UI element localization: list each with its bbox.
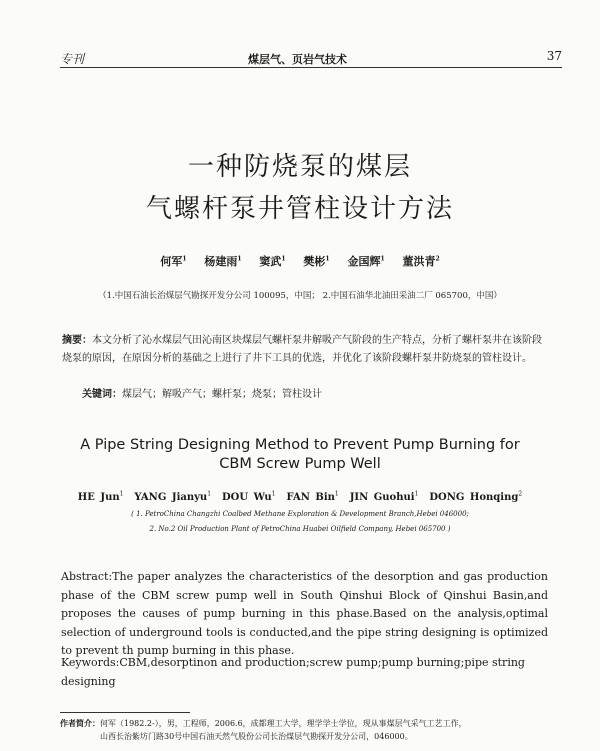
author-cn: 董洪青$^2$ (402, 255, 440, 268)
header-journal-section: 专刊 (60, 52, 85, 66)
keywords-en: Keywords:CBM,desorptinon and production;screw pump;pump burning;pipe string designing (61, 656, 525, 688)
author-cn: 窦武$^1$ (259, 255, 286, 268)
header-rule (60, 67, 562, 68)
abstract-cn-text: 本文分析了沁水煤层气田沁南区块煤层气螺杆泵井解吸产气阶段的生产特点，分析了螺杆泵井在该阶段烧泵的原因，在原因分析的基础之上进行了井下工具的优选，并优化了该阶段螺杆泵井防烧泵的管柱设计。 (62, 335, 542, 364)
footnote-line-1: 作者简介：何军（1982.2-），男，工程师，2006.6，成都理工大学，理学学士学位，现从事煤层气采气工艺工作， (60, 718, 467, 728)
author-en: HE Jun$^1$ (77, 491, 124, 504)
author-en: YANG Jianyu$^1$ (134, 491, 212, 504)
affiliation-en-line-1: ( 1. PetroChina Changzhi Coalbed Methane Exploration & Development Branch,Hebei 046000; (131, 510, 469, 518)
author-footnote (60, 717, 550, 743)
authors-cn (0, 253, 600, 269)
author-en: DOU Wu$^1$ (222, 491, 276, 504)
abstract-cn (62, 332, 544, 367)
keywords-cn-text: 煤层气；解吸产气；螺杆泵；烧泵；管柱设计 (122, 389, 322, 400)
title-en-line-2: CBM Screw Pump Well (219, 456, 381, 472)
title-cn-line-1: 一种防烧泵的煤层 (187, 152, 412, 182)
author-cn: 杨建雨$^1$ (204, 255, 242, 268)
page-number: 37 (546, 49, 562, 63)
author-cn: 樊彬$^1$ (303, 255, 330, 268)
footnote-label: 作者简介： (60, 718, 100, 728)
title-en-line-1: A Pipe String Designing Method to Prevent Pump Burning for (80, 437, 520, 453)
author-en: FAN Bin$^1$ (286, 491, 339, 504)
abstract-cn-label: 摘要： (62, 335, 92, 346)
footnote-line-2: 山西长治紫坊门路30号中国石油天然气股份公司长治煤层气勘探开发分公司，046000。 (100, 732, 413, 741)
running-header (60, 40, 562, 68)
author-cn: 金国辉$^1$ (347, 255, 385, 268)
keywords-cn-label: 关键词： (82, 389, 122, 400)
author-cn: 何军$^1$ (160, 255, 187, 268)
affiliation-en-line-2: 2. No.2 Oil Production Plant of PetroChina Huabei Oilfield Company, Hebei 065700 ) (149, 525, 451, 533)
abstract-en: Abstract:The paper analyzes the characteristics of the desorption and gas production phase of the CBM screw pump well in South Qinshui Block of Qinshui Basin,and proposes the causes of pump burning in this phase.Based on the analysis,optimal selection of underground tools is conducted,and the pipe string designing is optimized to prevent th pump burning in this phase. (61, 570, 548, 657)
title-cn-line-2: 气螺杆泵井管柱设计方法 (145, 194, 454, 224)
authors-en (0, 491, 600, 503)
author-en: DONG Honqing$^2$ (429, 491, 523, 504)
header-topic: 煤层气、页岩气技术 (248, 53, 347, 66)
keywords-cn (82, 385, 322, 400)
affiliation-cn: （1.中国石油长治煤层气勘探开发分公司 100095，中国； 2.中国石油华北油田采油二厂 065700，中国） (98, 291, 502, 301)
author-en: JIN Guohui$^1$ (349, 491, 419, 504)
footnote-rule (60, 712, 190, 713)
